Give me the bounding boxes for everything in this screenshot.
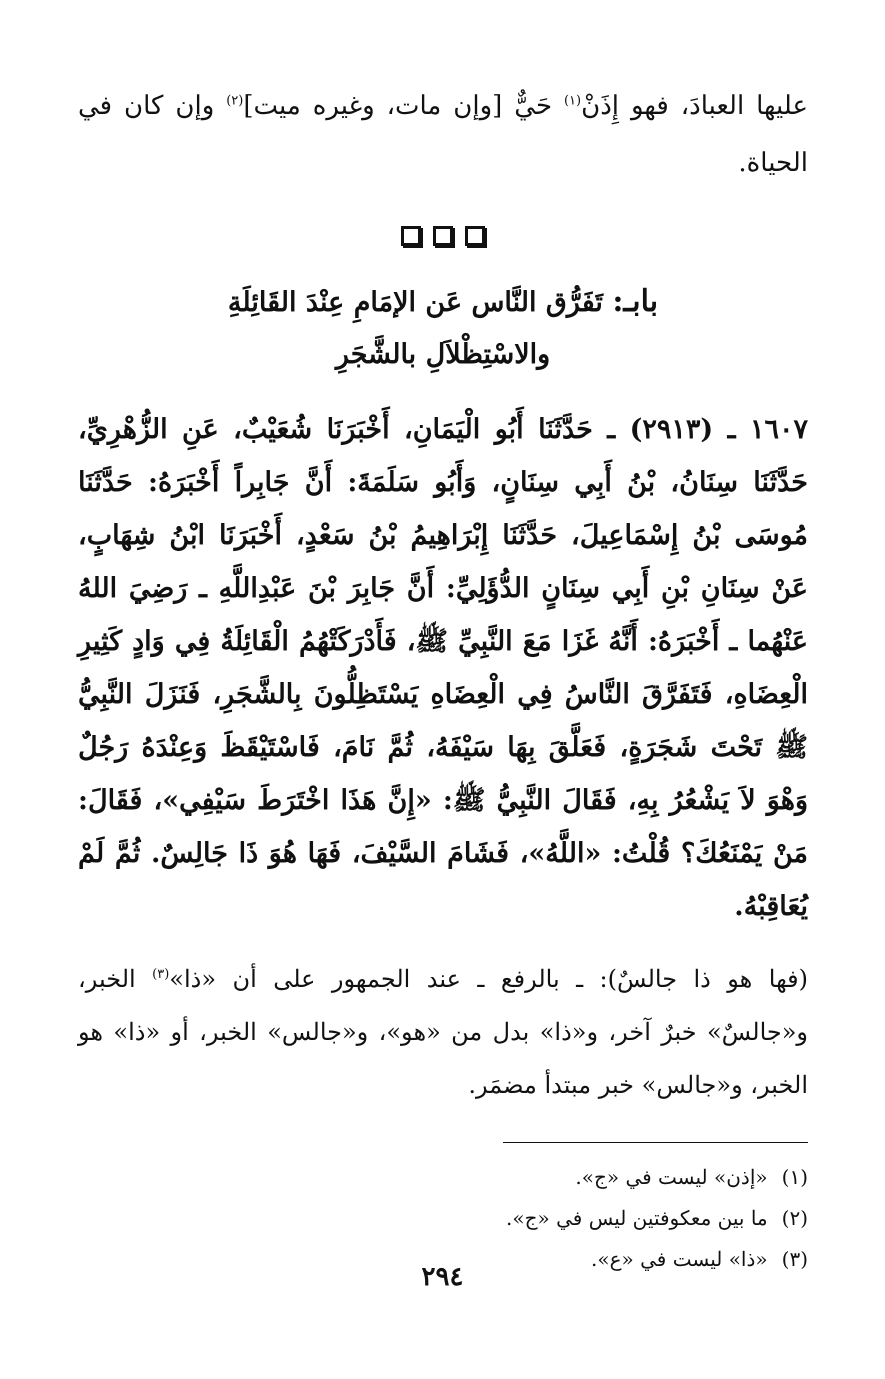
footnote-number: (٣) <box>781 1247 808 1271</box>
chapter-prefix: بابـ: <box>612 284 659 319</box>
page-body <box>78 78 808 1280</box>
separator-square-icon <box>401 226 421 246</box>
footnote-text: «ذا» ليست في «ع». <box>591 1247 768 1271</box>
hadith-text: ١٦٠٧ ـ (٢٩١٣) ـ حَدَّثَنَا أَبُو الْيَمَانِ، أَخْبَرَنَا شُعَيْبٌ، عَنِ الزُّهْرِيِّ، حَدَّثَنَا سِنَانُ، بْنُ أَبِي سِنَانٍ، وَأَبُو سَلَمَةَ: أَنَّ جَابِراً أَخْبَرَهُ: حَدَّثَنَا مُوسَى بْنُ إِسْمَاعِيلَ، حَدَّثَنَا إِبْرَاهِيمُ بْنُ سَعْدٍ، أَخْبَرَنَا ابْنُ شِهَابٍ، عَنْ سِنَانِ بْنِ أَبِي سِنَانٍ الدُّؤَلِيِّ: أَنَّ جَابِرَ بْنَ عَبْدِاللَّهِ ـ رَضِيَ اللهُ عَنْهُما ـ أَخْبَرَهُ: أَنَّهُ غَزَا مَعَ النَّبِيِّ ﷺ، فَأَدْرَكَتْهُمُ الْقَائِلَةُ فِي وَادٍ كَثِيرِ الْعِضَاهِ، فَتَفَرَّقَ النَّاسُ فِي الْعِضَاهِ يَسْتَظِلُّونَ بِالشَّجَرِ، فَنَزَلَ النَّبِيُّ ﷺ تَحْتَ شَجَرَةٍ، فَعَلَّقَ بِهَا سَيْفَهُ، ثُمَّ نَامَ، فَاسْتَيْقَظَ وَعِنْدَهُ رَجُلٌ وَهْوَ لاَ يَشْعُرُ بِهِ، فَقَالَ النَّبِيُّ ﷺ: «إِنَّ هَذَا اخْتَرَطَ سَيْفِي»، فَقَالَ: مَنْ يَمْنَعُكَ؟ قُلْتُ: «اللَّهُ»، فَشَامَ السَّيْفَ، فَهَا هُوَ ذَا جَالِسٌ. ثُمَّ لَمْ يُعَاقِبْهُ. <box>78 414 808 922</box>
footnote-marker-2[interactable]: (٢) <box>226 93 244 109</box>
footnote-divider <box>503 1142 808 1143</box>
footnote-text: ما بين معكوفتين ليس في «ج». <box>506 1206 768 1230</box>
chapter-heading-line-1 <box>78 276 808 329</box>
commentary-paragraph <box>78 953 808 1112</box>
footnote-number: (٢) <box>781 1206 808 1230</box>
separator-square-icon <box>433 226 453 246</box>
footnote-marker-3[interactable]: (٣) <box>152 967 170 982</box>
footnote-number: (١) <box>781 1165 808 1189</box>
footnote-2 <box>78 1198 808 1239</box>
footnote-text: «إذن» ليست في «ج». <box>575 1165 768 1189</box>
intro-text-1: عليها العبادَ، فهو إِذَنْ <box>581 91 808 121</box>
commentary-text-2: الخبر، و«جالسٌ» خبرٌ آخر، و«ذا» بدل من «هو»، و«جالس» الخبر، أو «ذا» هو الخبر، و«جالس» خبر مبتدأ مضمَر. <box>78 965 808 1099</box>
page-number: ٢٩٤ <box>421 1262 464 1292</box>
chapter-title-line-2: والاسْتِظْلاَلِ بالشَّجَرِ <box>335 339 551 370</box>
chapter-heading <box>78 276 808 381</box>
intro-text-3: وإن كان في الحياة. <box>78 91 808 178</box>
intro-text-2: حَيٌّ [وإن مات، وغيره ميت] <box>243 91 564 121</box>
separator-square-icon <box>465 226 485 246</box>
intro-paragraph <box>78 78 808 192</box>
section-separator <box>78 226 808 246</box>
chapter-title-line-1: تَفَرُّق النَّاس عَن الإمَامِ عِنْدَ القَائِلَةِ <box>227 287 603 318</box>
footnote-1 <box>78 1157 808 1198</box>
commentary-text-1: (فها هو ذا جالسٌ): ـ بالرفع ـ عند الجمهور على أن «ذا» <box>169 965 808 993</box>
footnote-marker-1[interactable]: (١) <box>563 93 582 109</box>
